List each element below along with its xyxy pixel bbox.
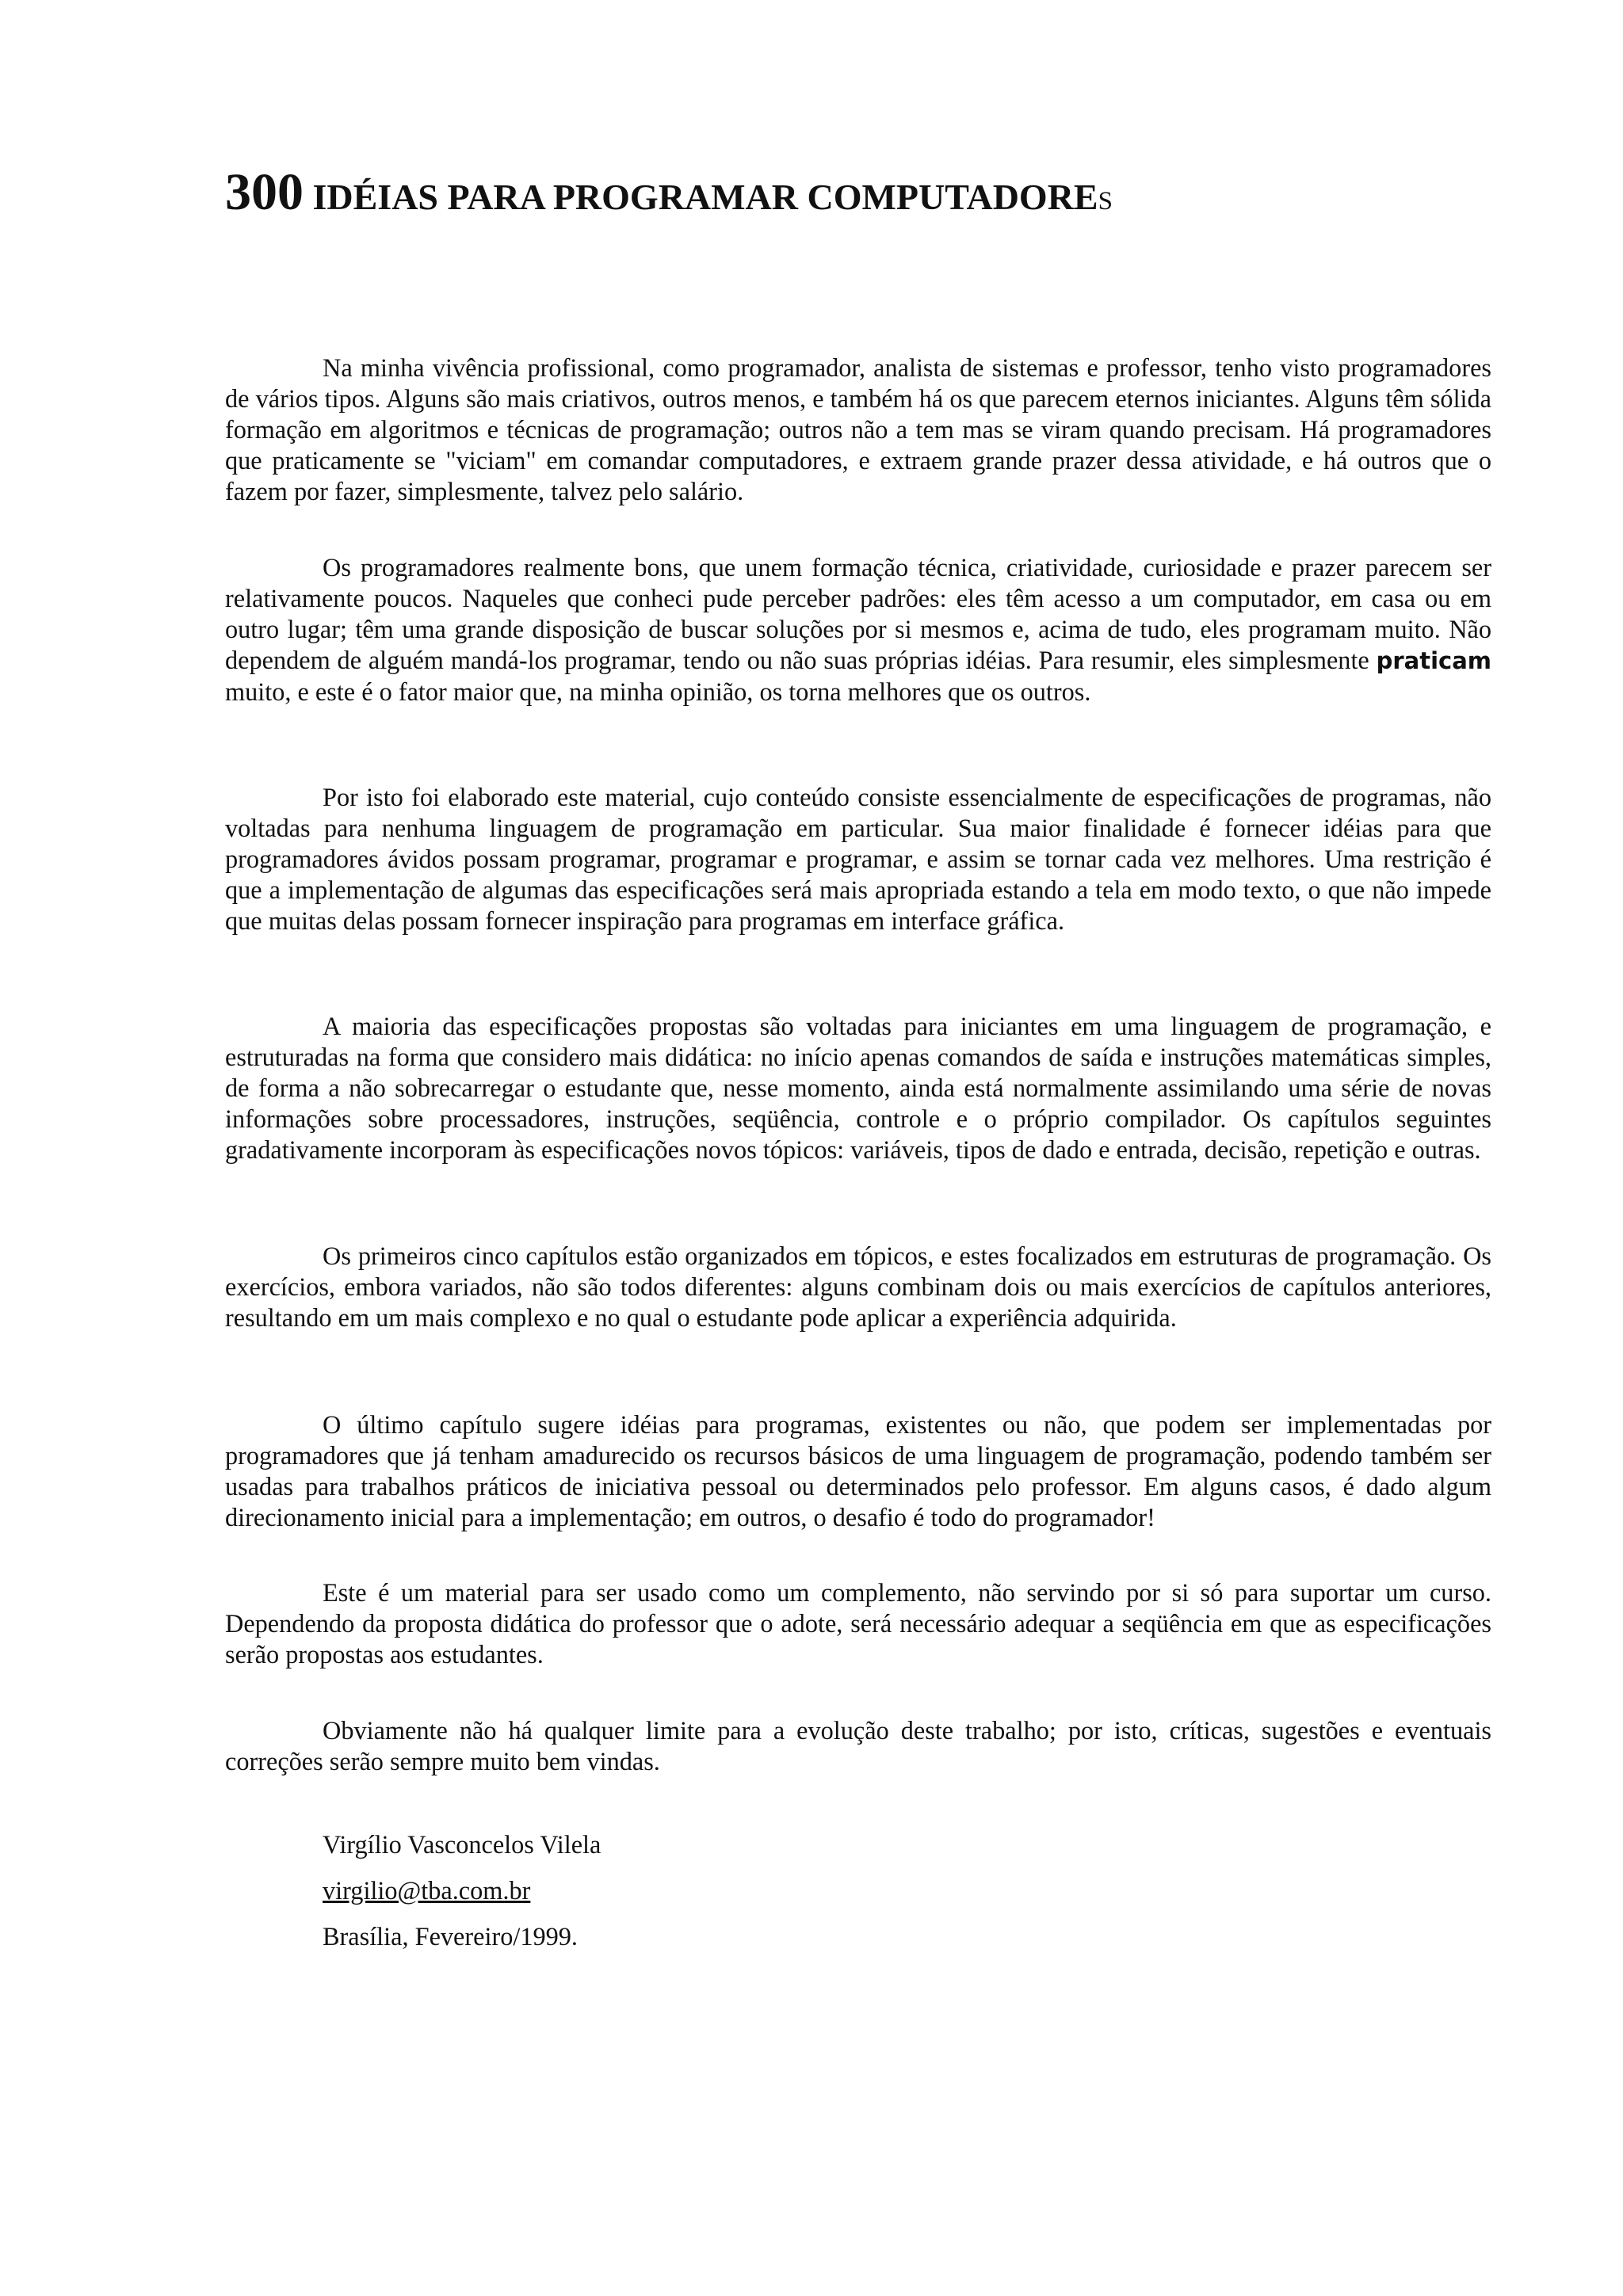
paragraph-4: A maioria das especificações propostas são voltadas para iniciantes em uma linguagem de programação, e estruturadas na forma que considero mais didática: no início apenas comandos de saída e instruções matemáticas simples, de forma a não sobrecarregar o estudante que, nesse momento, ainda está normalmente assimilando uma série de novas informações sobre processadores, instruções, seqüência, controle e o próprio compilador. Os capítulos seguintes gradativamente incorporam às especificações novos tópicos: variáveis, tipos de dado e entrada, decisão, repetição e outras.: [225, 1012, 1491, 1164]
signature-email-link[interactable]: virgilio@tba.com.br: [323, 1876, 531, 1905]
title-tail-letter: S: [1098, 187, 1113, 215]
signature-email-line: [323, 1875, 530, 1906]
paragraph-7: Este é um material para ser usado como um complemento, não servindo por si só para suportar um curso. Dependendo da proposta didática do professor que o adote, será necessário adequar a seqüência em que as especificações serão propostas aos estudantes.: [225, 1578, 1491, 1669]
document-title: [225, 163, 1113, 221]
paragraph-2: [225, 552, 1491, 707]
paragraph-5: Os primeiros cinco capítulos estão organizados em tópicos, e estes focalizados em estruturas de programação. Os exercícios, embora variados, não são todos diferentes: alguns combinam dois ou mais exercícios de capítulos anteriores, resultando em um mais complexo e no qual o estudante pode aplicar a experiência adquirida.: [225, 1241, 1491, 1332]
paragraph-8: Obviamente não há qualquer limite para a evolução deste trabalho; por isto, críticas, sugestões e eventuais correções serão sempre muito bem vindas.: [225, 1716, 1491, 1775]
paragraph-6: O último capítulo sugere idéias para programas, existentes ou não, que podem ser implementadas por programadores que já tenham amadurecido os recursos básicos de uma linguagem de programação, podendo também ser usadas para trabalhos práticos de iniciativa pessoal ou determinados pelo professor. Em alguns casos, é dado algum direcionamento inicial para a implementação; em outros, o desafio é todo do programador!: [225, 1410, 1491, 1531]
paragraph-1: Na minha vivência profissional, como programador, analista de sistemas e professor, tenho visto programadores de vários tipos. Alguns são mais criativos, outros menos, e também há os que parecem eternos iniciantes. Alguns têm sólida formação em algoritmos e técnicas de programação; outros não a tem mas se viram quando precisam. Há programadores que praticamente se "viciam" em comandar computadores, e extraem grande prazer dessa atividade, e há outros que o fazem por fazer, simplesmente, talvez pelo salário.: [225, 353, 1491, 505]
paragraph-3: Por isto foi elaborado este material, cujo conteúdo consiste essencialmente de especificações de programas, não voltadas para nenhuma linguagem de programação em particular. Sua maior finalidade é fornecer idéias para que programadores ávidos possam programar, programar e programar, e assim se tornar cada vez melhores. Uma restrição é que a implementação de algumas das especificações será mais apropriada estando a tela em modo texto, o que não impede que muitas delas possam fornecer inspiração para programas em interface gráfica.: [225, 783, 1491, 935]
signature-name: Virgílio Vasconcelos Vilela: [323, 1830, 601, 1859]
paragraph-2-emphasis: praticam: [1376, 647, 1491, 674]
document-page: [225, 0, 1491, 2296]
signature-place-date: Brasília, Fevereiro/1999.: [323, 1922, 578, 1951]
paragraph-2-text-start: Os programadores realmente bons, que unem formação técnica, criatividade, curiosidade e prazer parecem ser relativamente poucos. Naqueles que conheci pude perceber padrões: eles têm acesso a um computador, em casa ou em outro lugar; têm uma grande disposição de buscar soluções por si mesmos e, acima de tudo, eles programam muito. Não dependem de alguém mandá-los programar, tendo ou não suas próprias idéias. Para resumir, eles simplesmente: [225, 553, 1491, 674]
paragraph-2-text-end: muito, e este é o fator maior que, na minha opinião, os torna melhores que os outros.: [225, 677, 1091, 706]
title-main-text: IDÉIAS PARA PROGRAMAR COMPUTADORE: [304, 177, 1098, 217]
title-number: 300: [225, 163, 304, 221]
